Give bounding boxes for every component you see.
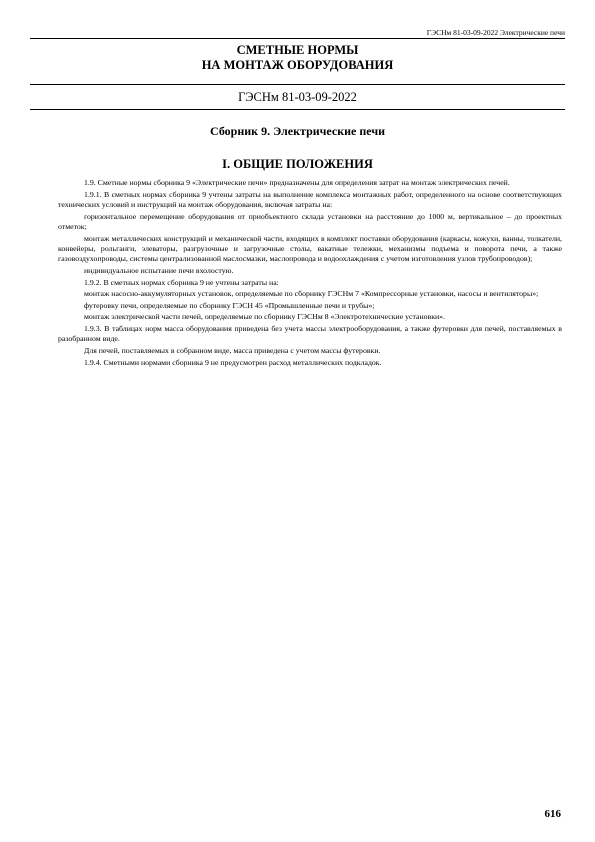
paragraph: 1.9.4. Сметными нормами сборника 9 не предусмотрен расход металлических подкладок. (84, 357, 382, 367)
paragraph: 1.9.2. В сметных нормах сборника 9 не учтены затраты на: (84, 277, 279, 287)
paragraph: 1.9.3. В таблицах норм масса оборудования приведена без учета массы электрооборудования, а также футеровки для печей, поставляемых в разобранном виде. (58, 323, 562, 344)
running-header: ГЭСНм 81-03-09-2022 Электрические печи (426, 28, 565, 37)
collection-title: Сборник 9. Электрические печи (210, 124, 385, 138)
paragraph: индивидуальное испытание печи вхолостую. (84, 266, 234, 275)
document-code: ГЭСНм 81-03-09-2022 (238, 90, 357, 104)
paragraph: Для печей, поставляемых в собранном виде, масса приведена с учетом массы футеровки. (84, 345, 381, 355)
section-title: I. ОБЩИЕ ПОЛОЖЕНИЯ (222, 157, 373, 171)
document-title-line-1: СМЕТНЫЕ НОРМЫ (236, 43, 359, 57)
paragraph: монтаж насосно-аккумуляторных установок, определяемые по сборнику ГЭСНм 7 «Компрессорные установки, насосы и вентиляторы»; (84, 289, 539, 299)
paragraph: 1.9.1. В сметных нормах сборника 9 учтены затраты на выполнение комплекса монтажных работ, определенного на основе соответствующих технических условий и инструкций на монтаж оборудования, включая затраты на: (58, 189, 562, 209)
body-text (58, 178, 562, 369)
header-rule-top (30, 38, 565, 39)
paragraph: горизонтальное перемещение оборудования от приобъектного склада установки на расстояние до 1000 м, вертикальное – до проектных отметок; (58, 211, 562, 231)
document-title (30, 43, 565, 73)
paragraph: футеровку печи, определяемые по сборнику ГЭСН 45 «Промышленные печи и трубы»; (84, 300, 375, 310)
paragraph: 1.9. Сметные нормы сборника 9 «Электрические печи» предназначены для определения затрат на монтаж электрических печей. (84, 178, 510, 187)
document-title-line-2: НА МОНТАЖ ОБОРУДОВАНИЯ (201, 58, 394, 72)
paragraph: монтаж металлических конструкций и механической части, входящих в комплект поставки оборудования (каркасы, кожухи, ванны, толкатели, конвейеры, рольганги, элеваторы, разгрузочные и загрузочные столы, вакатные тележки, механизмы подъема и поворота печи, а также газовоздухопроводы, системы централизованной маслосмазки, маслопровода и водоохлаждения с учетом изготовления узлов трубопроводов); (58, 233, 562, 264)
title-rule-top (30, 84, 565, 85)
paragraph: монтаж электрической части печей, определяемые по сборнику ГЭСНм 8 «Электротехнические установки». (84, 312, 446, 322)
title-rule-bottom (30, 109, 565, 110)
page-number: 616 (544, 808, 561, 820)
